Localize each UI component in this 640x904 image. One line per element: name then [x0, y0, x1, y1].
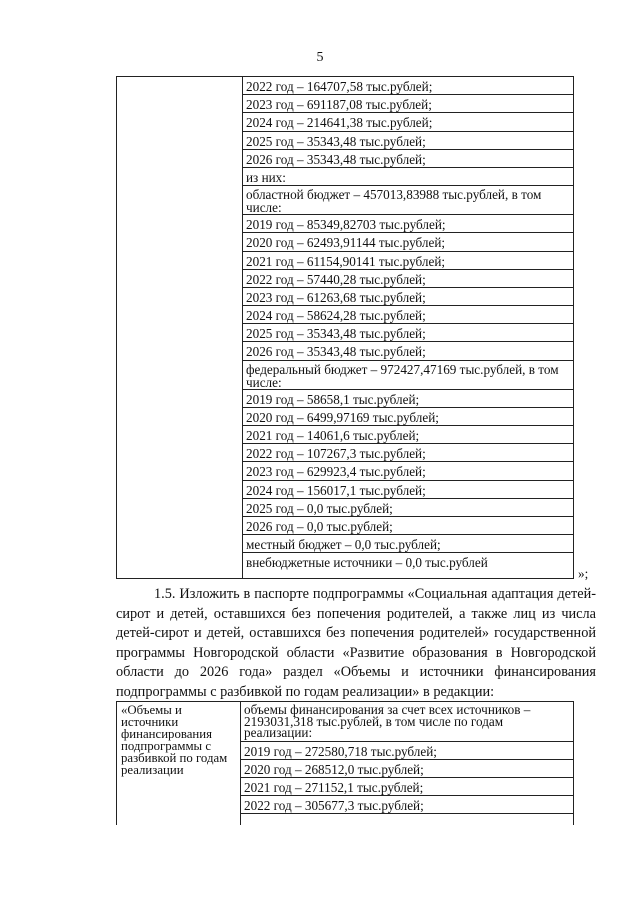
table-row: 2019 год – 58658,1 тыс.рублей; [242, 390, 573, 408]
table-row: 2024 год – 58624,28 тыс.рублей; [242, 306, 573, 324]
financing-table-new [116, 701, 574, 825]
table-values-column [240, 702, 573, 814]
table-row: 2019 год – 85349,82703 тыс.рублей; [242, 215, 573, 233]
table-row: 2022 год – 164707,58 тыс.рублей; [242, 77, 573, 95]
closing-quote-mark: »; [578, 566, 589, 581]
paragraph-line: сирот и детей, оставшихся без попечения родителей, а также лиц из числа [116, 605, 596, 622]
paragraph-line: области до 2026 года» раздел «Объемы и источники финансирования [116, 664, 596, 680]
table-row: федеральный бюджет – 972427,47169 тыс.рублей, в том числе: [242, 361, 573, 390]
paragraph-line: 1.5. Изложить в паспорте подпрограммы «Социальная адаптация детей- [154, 586, 596, 602]
table-row: из них: [242, 168, 573, 186]
table-row: объемы финансирования за счет всех источников – 2193031,318 тыс.рублей, в том числе по годам реализации: [240, 702, 573, 742]
table-row: 2026 год – 0,0 тыс.рублей; [242, 517, 573, 535]
paragraph-line: детей-сирот и детей, оставшихся без попечения родителей» государственной [116, 625, 596, 641]
table-row: 2022 год – 305677,3 тыс.рублей; [240, 796, 573, 814]
table-row: внебюджетные источники – 0,0 тыс.рублей [246, 555, 488, 571]
table-row: 2023 год – 691187,08 тыс.рублей; [242, 95, 573, 113]
table-row: 2024 год – 214641,38 тыс.рублей; [242, 113, 573, 131]
table-row: 2021 год – 271152,1 тыс.рублей; [240, 778, 573, 796]
table-row: 2024 год – 156017,1 тыс.рублей; [242, 481, 573, 499]
table-row: 2020 год – 6499,97169 тыс.рублей; [242, 408, 573, 426]
table-row: 2025 год – 0,0 тыс.рублей; [242, 499, 573, 517]
table-row: 2019 год – 272580,718 тыс.рублей; [240, 742, 573, 760]
page-number: 5 [316, 50, 324, 65]
table-row: 2021 год – 61154,90141 тыс.рублей; [242, 252, 573, 270]
table-row: 2022 год – 107267,3 тыс.рублей; [242, 444, 573, 462]
financing-table-continued [116, 76, 574, 579]
table-row: 2022 год – 57440,28 тыс.рублей; [242, 270, 573, 288]
paragraph-line: программы Новгородской области «Развитие образования в Новгородской [116, 644, 596, 661]
table-row: 2021 год – 14061,6 тыс.рублей; [242, 426, 573, 444]
table-row: местный бюджет – 0,0 тыс.рублей; [242, 535, 573, 553]
table-values-column [242, 77, 573, 572]
table-row: 2020 год – 268512,0 тыс.рублей; [240, 760, 573, 778]
table-row: 2020 год – 62493,91144 тыс.рублей; [242, 233, 573, 251]
table-row: 2026 год – 35343,48 тыс.рублей; [242, 150, 573, 168]
table-row: 2023 год – 629923,4 тыс.рублей; [242, 462, 573, 480]
paragraph-line: подпрограммы с разбивкой по годам реализации» в редакции: [116, 683, 495, 700]
table-row: 2025 год – 35343,48 тыс.рублей; [242, 132, 573, 150]
section-title-cell: «Объемы и источники финансирования подпрограммы с разбивкой по годам реализации [121, 703, 228, 777]
table-row: 2026 год – 35343,48 тыс.рублей; [242, 342, 573, 360]
table-row: 2025 год – 35343,48 тыс.рублей; [242, 324, 573, 342]
table-row: областной бюджет – 457013,83988 тыс.рублей, в том числе: [242, 186, 573, 215]
table-row: 2023 год – 61263,68 тыс.рублей; [242, 288, 573, 306]
amendment-paragraph [116, 585, 596, 702]
